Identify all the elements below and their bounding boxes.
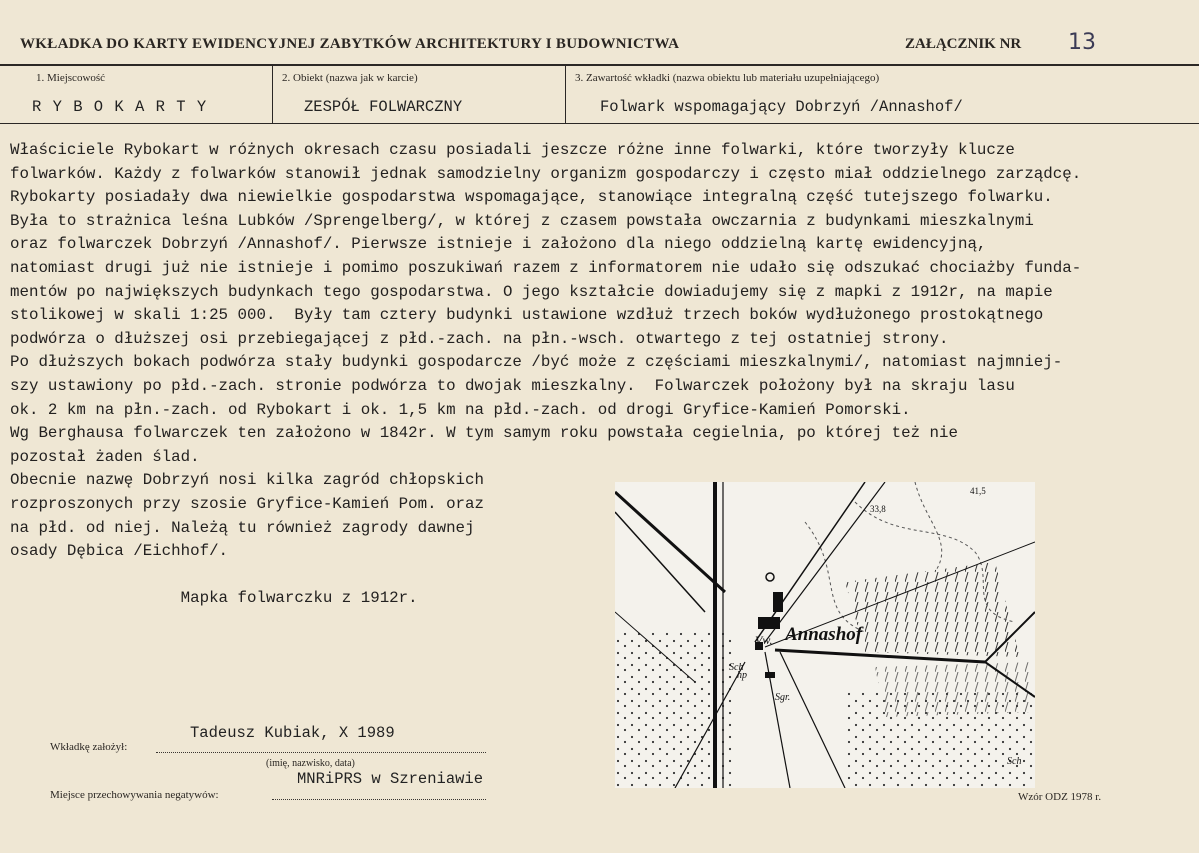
body-line: Wg Berghausa folwarczek ten założono w 1842r. W tym samym roku powstała cegielnia, po której też nie [10, 424, 958, 443]
map-label-elevation: 33,8 [870, 504, 886, 514]
object-value: ZESPÓŁ FOLWARCZNY [304, 98, 463, 116]
template-label: Wzór ODZ 1978 r. [1018, 791, 1102, 803]
map-label-annashof: Annashof [785, 624, 863, 645]
appendix-label: ZAŁĄCZNIK NR [905, 36, 1022, 52]
map-label-sch-right: Sch [1007, 756, 1022, 767]
body-line: oraz folwarczek Dobrzyń /Annashof/. Pierwsze istnieje i założono dla niego oddzielną kartę ewidencyjną, [10, 235, 987, 254]
body-line: szy ustawiony po płd.-zach. stronie podwórza to dwojak mieszkalny. Folwarczek położony był na skraju lasu [10, 376, 1015, 395]
map-label-elevation-2: 41,5 [970, 486, 986, 496]
map-label-sgr: Sgr. [775, 692, 791, 703]
map-label-sch-left: Sch [729, 662, 744, 673]
body-line: ok. 2 km na płn.-zach. od Rybokart i ok. 1,5 km na płd.-zach. od drogi Gryfice-Kamień Pomorski. [10, 400, 911, 419]
founder-value: Tadeusz Kubiak, X 1989 [190, 724, 395, 742]
body-line: Była to strażnica leśna Lubków /Sprengelberg/, w której z czasem powstała owczarnia z budynkami mieszkalnymi [10, 211, 1034, 230]
storage-value: MNRiPRS w Szreniawie [297, 770, 484, 788]
appendix-number: 13 [1068, 30, 1096, 55]
header-rule-bottom [0, 123, 1199, 124]
body-line: Mapka folwarczku z 1912r. [10, 589, 418, 608]
content-label: 3. Zawartość wkładki (nazwa obiektu lub materiału uzupełniającego) [575, 72, 880, 84]
header-rule-top [0, 64, 1199, 66]
map-label-hp: hp [737, 670, 747, 681]
body-line: natomiast drugi już nie istnieje i pomimo poszukiwań razem z informatorem nie udało się odszukać chociażby funda- [10, 258, 1082, 277]
founder-hint: (imię, nazwisko, data) [266, 758, 355, 769]
body-line: rozproszonych przy szosie Gryfice-Kamień Pom. oraz [10, 494, 484, 513]
body-line: mentów po największych budynkach tego gospodarstwa. O jego kształcie dowiadujemy się z mapki z 1912r, na mapie [10, 282, 1053, 301]
object-label: 2. Obiekt (nazwa jak w karcie) [282, 72, 418, 84]
body-line: Po dłuższych bokach podwórza stały budynki gospodarcze /być może z częściami mieszkalnymi/, natomiast najmniej- [10, 353, 1063, 372]
form-title: WKŁADKA DO KARTY EWIDENCYJNEJ ZABYTKÓW ARCHITEKTURY I BUDOWNICTWA [20, 36, 680, 52]
storage-label: Miejsce przechowywania negatywów: [50, 789, 219, 801]
body-line: folwarków. Każdy z folwarków stanowił jednak samodzielny organizm gospodarczy i często miał oddzielnego zarządcę. [10, 164, 1082, 183]
storage-dotted-line [272, 799, 486, 800]
body-line: podwórza o dłuższej osi przebiegającej z płd.-zach. na płn.-wsch. otwartego z tej ostatniej strony. [10, 329, 949, 348]
body-line: pozostał żaden ślad. [10, 447, 200, 466]
content-value: Folwark wspomagający Dobrzyń /Annashof/ [600, 98, 963, 116]
body-line: Rybokarty posiadały dwa niewielkie gospodarstwa wspomagające, stanowiące integralną część tutejszego folwarku. [10, 188, 1053, 207]
locality-value: R Y B O K A R T Y [32, 98, 208, 116]
body-line: Właściciele Rybokart w różnych okresach czasu posiadali jeszcze różne inne folwarki, które tworzyły klucze [10, 141, 1015, 159]
founder-label: Wkładkę założył: [50, 741, 128, 753]
map-label-vw: Vw. [755, 633, 773, 647]
historical-map-image [615, 482, 1035, 788]
founder-dotted-line [156, 752, 486, 753]
body-line: osady Dębica /Eichhof/. [10, 542, 229, 561]
locality-label: 1. Miejscowość [36, 72, 106, 84]
field-divider-1 [272, 66, 273, 123]
body-line: stolikowej w skali 1:25 000. Były tam cztery budynki ustawione wzdłuż trzech boków wydłużonego prostokątnego [10, 306, 1044, 325]
field-divider-2 [565, 66, 566, 123]
body-line: Obecnie nazwę Dobrzyń nosi kilka zagród chłopskich [10, 471, 484, 490]
body-line: na płd. od niej. Należą tu również zagrody dawnej [10, 518, 475, 537]
